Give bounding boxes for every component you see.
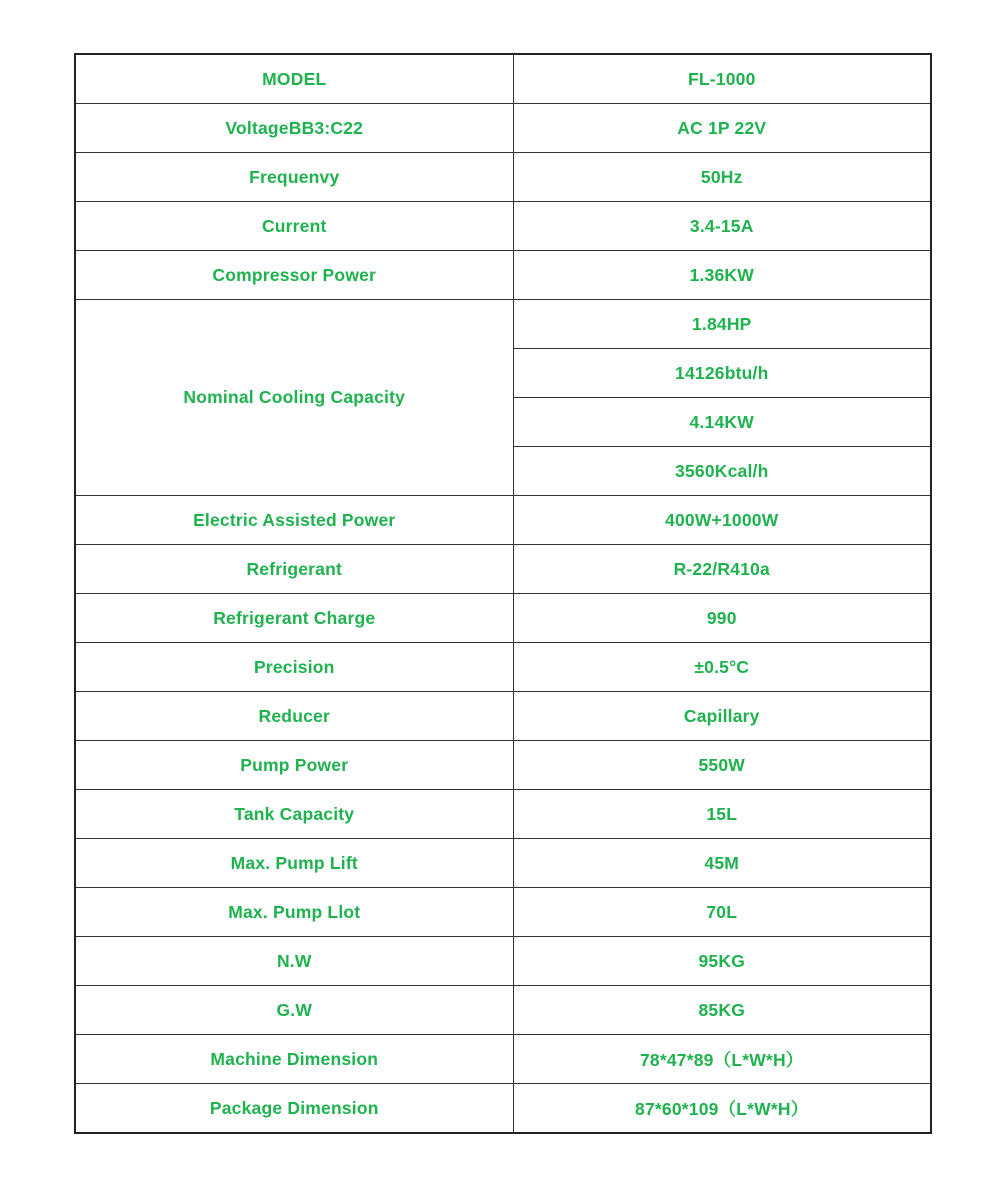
spec-label: G.W	[75, 986, 513, 1035]
spec-label: N.W	[75, 937, 513, 986]
table-row	[75, 741, 931, 790]
cooling-capacity-value: 14126btu/h	[513, 349, 931, 398]
spec-label: Precision	[75, 643, 513, 692]
spec-label: Max. Pump Llot	[75, 888, 513, 937]
spec-label: MODEL	[75, 54, 513, 104]
spec-value: FL-1000	[513, 54, 931, 104]
table-row	[75, 251, 931, 300]
table-row	[75, 594, 931, 643]
spec-label: Refrigerant Charge	[75, 594, 513, 643]
spec-value: R-22/R410a	[513, 545, 931, 594]
spec-label: Package Dimension	[75, 1084, 513, 1134]
spec-label: Current	[75, 202, 513, 251]
table-row	[75, 545, 931, 594]
table-row	[75, 986, 931, 1035]
cooling-capacity-value: 3560Kcal/h	[513, 447, 931, 496]
spec-table	[74, 53, 932, 1134]
spec-value: 550W	[513, 741, 931, 790]
table-row	[75, 153, 931, 202]
spec-label: Machine Dimension	[75, 1035, 513, 1084]
spec-value: Capillary	[513, 692, 931, 741]
spec-value: 990	[513, 594, 931, 643]
table-row	[75, 643, 931, 692]
table-row	[75, 104, 931, 153]
table-row	[75, 1035, 931, 1084]
spec-label: Electric Assisted Power	[75, 496, 513, 545]
table-row	[75, 790, 931, 839]
cooling-capacity-value: 1.84HP	[513, 300, 931, 349]
spec-value: ±0.5°C	[513, 643, 931, 692]
spec-value: 95KG	[513, 937, 931, 986]
table-row	[75, 496, 931, 545]
spec-value: 87*60*109（L*W*H）	[513, 1084, 931, 1134]
table-row	[75, 300, 931, 349]
spec-label: Pump Power	[75, 741, 513, 790]
spec-value: AC 1P 22V	[513, 104, 931, 153]
spec-label: VoltageBB3:C22	[75, 104, 513, 153]
table-row	[75, 692, 931, 741]
spec-value: 85KG	[513, 986, 931, 1035]
spec-value: 3.4-15A	[513, 202, 931, 251]
spec-value: 45M	[513, 839, 931, 888]
table-row	[75, 54, 931, 104]
spec-value: 1.36KW	[513, 251, 931, 300]
cooling-capacity-value: 4.14KW	[513, 398, 931, 447]
spec-value: 400W+1000W	[513, 496, 931, 545]
spec-label: Max. Pump Lift	[75, 839, 513, 888]
table-row	[75, 839, 931, 888]
table-row	[75, 1084, 931, 1134]
table-row	[75, 202, 931, 251]
spec-label: Refrigerant	[75, 545, 513, 594]
spec-label: Reducer	[75, 692, 513, 741]
spec-label: Tank Capacity	[75, 790, 513, 839]
table-row	[75, 888, 931, 937]
cooling-capacity-label: Nominal Cooling Capacity	[75, 300, 513, 496]
spec-value: 78*47*89（L*W*H）	[513, 1035, 931, 1084]
spec-value: 70L	[513, 888, 931, 937]
spec-value: 50Hz	[513, 153, 931, 202]
spec-label: Compressor Power	[75, 251, 513, 300]
spec-label: Frequenvy	[75, 153, 513, 202]
table-row	[75, 937, 931, 986]
spec-value: 15L	[513, 790, 931, 839]
